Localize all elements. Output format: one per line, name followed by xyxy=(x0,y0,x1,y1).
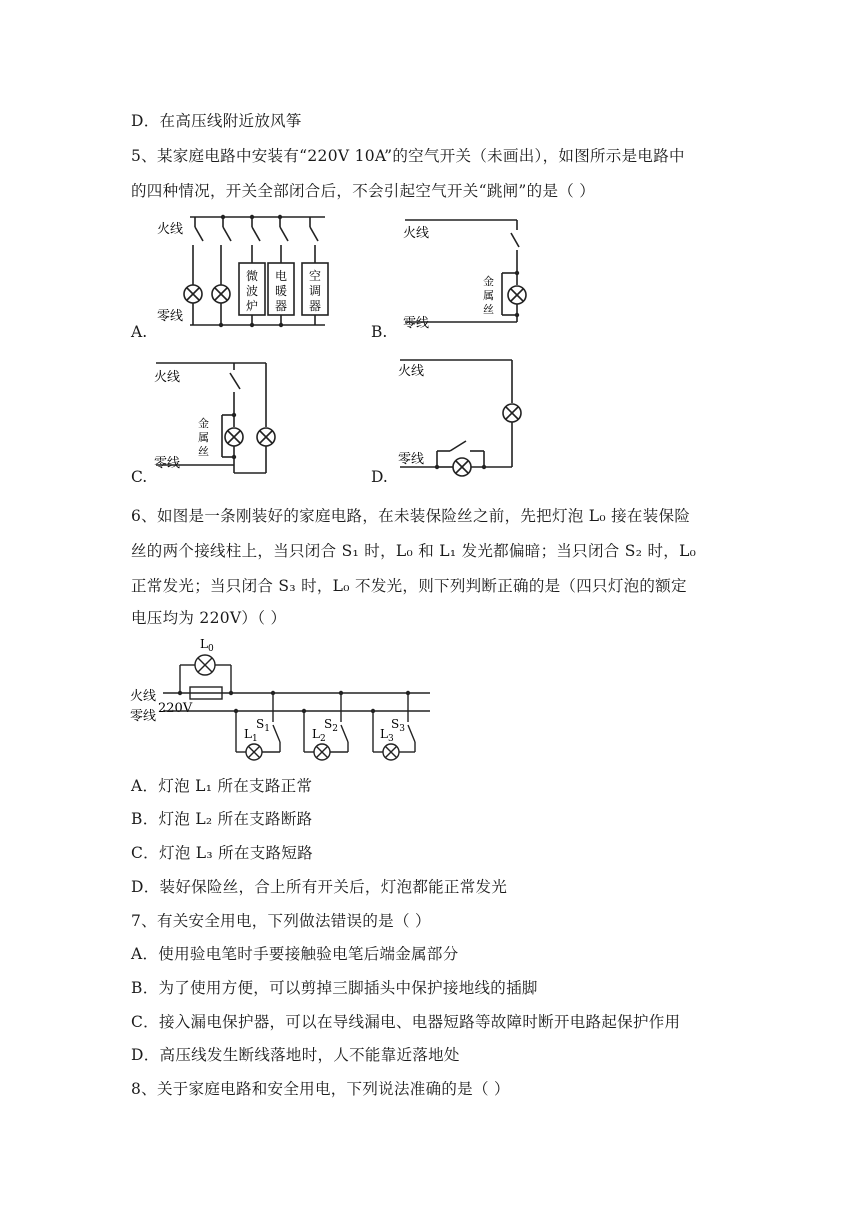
live-label: 火线 xyxy=(398,364,425,379)
live-label: 火线 xyxy=(154,370,181,385)
q6-option-c: C．灯泡 L₃ 所在支路短路 xyxy=(131,844,313,862)
q4-option-d: D．在高压线附近放风筝 xyxy=(131,112,302,130)
q6-stem-line2: 丝的两个接线柱上，当只闭合 S₁ 时，L₀ 和 L₁ 发光都偏暗；当只闭合 S₂ 时，L₀ xyxy=(131,542,697,560)
q6-option-b: B．灯泡 L₂ 所在支路断路 xyxy=(131,810,313,828)
live-label: 火线 xyxy=(157,222,184,237)
q7-option-d: D．高压线发生断线落地时，人不能靠近落地处 xyxy=(131,1046,460,1064)
neutral-label: 零线 xyxy=(398,452,425,467)
metal-wire-char-2: 属 xyxy=(483,289,494,302)
l2-label: $L_2$ xyxy=(312,727,326,744)
neutral-label: 零线 xyxy=(154,456,181,471)
q6-stem-line4: 电压均为 220V）（ ） xyxy=(131,609,287,627)
l1-label: $L_1$ xyxy=(244,727,258,744)
branch-switches xyxy=(195,217,318,241)
s2-label: $S_2$ xyxy=(324,717,338,734)
voltage-label: 220V xyxy=(158,701,193,716)
metal-wire-char-1: 金 xyxy=(483,275,494,288)
live-label: 火线 xyxy=(403,226,430,241)
option-c-label: C. xyxy=(131,468,148,486)
option-d-label: D. xyxy=(371,468,388,486)
q5-figure-d xyxy=(392,355,532,477)
q7-option-c: C．接入漏电保护器，可以在导线漏电、电器短路等故障时断开电路起保护作用 xyxy=(131,1013,681,1031)
q6-option-a: A．灯泡 L₁ 所在支路正常 xyxy=(131,777,313,795)
neutral-label: 零线 xyxy=(403,316,430,331)
microwave-char-3: 炉 xyxy=(246,299,259,313)
q5-figure-b xyxy=(395,215,535,335)
q7-option-a: A．使用验电笔时手要接触验电笔后端金属部分 xyxy=(131,945,459,963)
q8-stem: 8、关于家庭电路和安全用电，下列说法准确的是（ ） xyxy=(131,1080,510,1098)
aircon-char-1: 空 xyxy=(309,269,322,283)
metal-wire-char-1: 金 xyxy=(198,417,209,430)
microwave-char-1: 微 xyxy=(246,269,259,283)
heater-char-2: 暖 xyxy=(275,284,288,298)
q5-stem-line1: 5、某家庭电路中安装有“220V 10A”的空气开关（未画出），如图所示是电路中 xyxy=(131,147,685,165)
q5-figure-a xyxy=(125,205,350,340)
q5-stem-line2: 的四种情况，开关全部闭合后，不会引起空气开关“跳闸”的是（ ） xyxy=(131,182,596,200)
aircon-char-3: 器 xyxy=(309,299,322,313)
option-b-label: B. xyxy=(371,323,388,341)
metal-wire-char-3: 丝 xyxy=(483,303,494,316)
q6-figure xyxy=(128,630,438,770)
heater-char-1: 电 xyxy=(275,269,288,283)
l3-label: $L_3$ xyxy=(380,727,394,744)
q6-stem-line3: 正常发光；当只闭合 S₃ 时，L₀ 不发光，则下列判断正确的是（四只灯泡的额定 xyxy=(131,577,687,595)
s3-label: $S_3$ xyxy=(391,717,405,734)
microwave-char-2: 波 xyxy=(246,284,259,298)
option-a-label: A. xyxy=(131,323,148,341)
q6-option-d: D．装好保险丝，合上所有开关后，灯泡都能正常发光 xyxy=(131,878,508,896)
neutral-label: 零线 xyxy=(130,709,157,724)
aircon-char-2: 调 xyxy=(309,284,322,298)
q5-figure-c xyxy=(148,355,288,477)
heater-char-3: 器 xyxy=(275,299,288,313)
q7-option-b: B．为了使用方便，可以剪掉三脚插头中保护接地线的插脚 xyxy=(131,979,538,997)
metal-wire-char-2: 属 xyxy=(198,431,209,444)
metal-wire-char-3: 丝 xyxy=(198,445,209,458)
live-label: 火线 xyxy=(130,689,157,704)
l0-label: $L_0$ xyxy=(200,637,214,654)
neutral-label: 零线 xyxy=(157,309,184,324)
s1-label: $S_1$ xyxy=(256,717,270,734)
q6-stem-line1: 6、如图是一条刚装好的家庭电路，在未装保险丝之前，先把灯泡 L₀ 接在装保险 xyxy=(131,507,691,525)
q7-stem: 7、有关安全用电，下列做法错误的是（ ） xyxy=(131,912,431,930)
